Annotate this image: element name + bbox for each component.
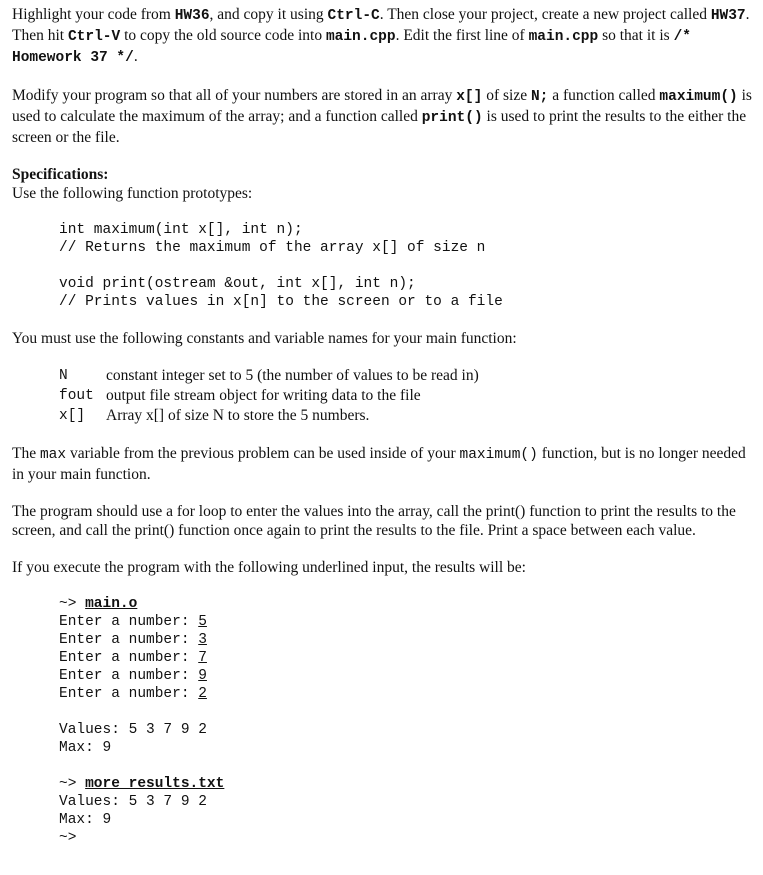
- max-text: variable from the previous problem can be used inside of your: [66, 445, 460, 462]
- prototype-line: // Returns the maximum of the array x[] of size n: [59, 240, 486, 256]
- values-output: Values: 5 3 7 9 2: [59, 722, 207, 738]
- modify-text: of size: [482, 87, 531, 104]
- intro-text: to copy the old source code into: [120, 27, 326, 44]
- terminal-line: [59, 613, 753, 631]
- max-output: Max: 9: [59, 740, 112, 756]
- prototype-line: void print(ostream &out, int x[], int n);: [59, 276, 416, 292]
- file-values-output: Values: 5 3 7 9 2: [59, 794, 207, 810]
- ctrl-c-code: Ctrl-C: [327, 8, 380, 24]
- main-cpp-code: main.cpp: [325, 29, 396, 45]
- file-max-output: Max: 9: [59, 812, 112, 828]
- max-text: function, but is no longer needed in your main function.: [12, 445, 746, 483]
- constants-intro: [12, 329, 753, 348]
- terminal-line: [59, 775, 753, 793]
- constant-name: N: [59, 368, 68, 384]
- enter-prompt: Enter a number:: [59, 668, 199, 684]
- exec-text: If you execute the program with the following underlined input, the results will be:: [12, 559, 526, 576]
- specs-heading-text: Specifications:: [12, 166, 109, 183]
- modify-text: Modify your program so that all of your numbers are stored in an array: [12, 87, 457, 104]
- terminal-line: [59, 595, 753, 613]
- main-cpp-code: main.cpp: [528, 29, 599, 45]
- constant-name: fout: [59, 388, 94, 404]
- n-code: N;: [530, 89, 549, 105]
- constant-desc: output file stream object for writing data to the file: [106, 387, 421, 404]
- intro-text: . Then hit: [12, 6, 750, 44]
- terminal-line: [59, 631, 753, 649]
- command-run: main.o: [85, 596, 138, 612]
- terminal-line: [59, 685, 753, 703]
- intro-paragraph: [12, 5, 753, 68]
- max-code: max: [39, 447, 67, 463]
- maximum-code: maximum(): [659, 89, 738, 105]
- user-input: 5: [198, 614, 207, 630]
- hw37-code: HW37: [710, 8, 746, 24]
- intro-text: . Edit the first line of: [395, 27, 529, 44]
- specs-line: [12, 184, 753, 203]
- intro-text: . Then close your project, create a new project called: [379, 6, 711, 23]
- command-more: more results.txt: [85, 776, 225, 792]
- user-input: 7: [198, 650, 207, 666]
- max-text: The: [12, 445, 40, 462]
- exec-paragraph: [12, 558, 753, 577]
- table-row: [59, 406, 479, 426]
- intro-text: .: [133, 48, 138, 65]
- user-input: 2: [198, 686, 207, 702]
- intro-text: so that it is: [598, 27, 674, 44]
- terminal-line: [59, 649, 753, 667]
- constants-table: [59, 366, 479, 426]
- maximum-fn-code: maximum(): [459, 447, 538, 463]
- prompt: ~>: [59, 596, 86, 612]
- intro-text: , and copy it using: [209, 6, 328, 23]
- constant-name: x[]: [59, 408, 86, 424]
- prototype-block: [59, 221, 753, 311]
- user-input: 9: [198, 668, 207, 684]
- hw36-code: HW36: [174, 8, 210, 24]
- loop-paragraph: [12, 502, 753, 540]
- enter-prompt: Enter a number:: [59, 614, 199, 630]
- prompt: ~>: [59, 776, 86, 792]
- prototype-line: int maximum(int x[], int n);: [59, 222, 303, 238]
- intro-text: Highlight your code from: [12, 6, 175, 23]
- print-code: print(): [421, 110, 483, 126]
- constants-intro-text: You must use the following constants and variable names for your main function:: [12, 330, 517, 347]
- enter-prompt: Enter a number:: [59, 686, 199, 702]
- constant-desc: Array x[] of size N to store the 5 numbers.: [106, 407, 370, 424]
- table-row: [59, 386, 479, 406]
- table-row: [59, 366, 479, 386]
- homework-comment-code: /* Homework 37 */: [12, 29, 691, 66]
- constant-desc: constant integer set to 5 (the number of values to be read in): [106, 367, 479, 384]
- terminal-line: [59, 667, 753, 685]
- ctrl-v-code: Ctrl-V: [67, 29, 121, 45]
- prototype-line: // Prints values in x[n] to the screen or to a file: [59, 294, 503, 310]
- max-paragraph: [12, 444, 753, 484]
- specs-line-text: Use the following function prototypes:: [12, 185, 253, 202]
- final-prompt: ~>: [59, 830, 77, 846]
- array-x-code: x[]: [456, 89, 483, 105]
- specs-heading: [12, 165, 753, 184]
- modify-text: is used to calculate the maximum of the array; and a function called: [12, 87, 752, 125]
- enter-prompt: Enter a number:: [59, 650, 199, 666]
- modify-text: is used to print the results to the either the screen or the file.: [12, 108, 747, 146]
- modify-text: a function called: [548, 87, 660, 104]
- loop-text: The program should use a for loop to enter the values into the array, call the print() function to print the results to the screen, and call the print() function once again to print the results to the file. Print a space between each value.: [12, 503, 736, 539]
- modify-paragraph: [12, 86, 753, 147]
- user-input: 3: [198, 632, 207, 648]
- terminal-output: [59, 595, 753, 847]
- enter-prompt: Enter a number:: [59, 632, 199, 648]
